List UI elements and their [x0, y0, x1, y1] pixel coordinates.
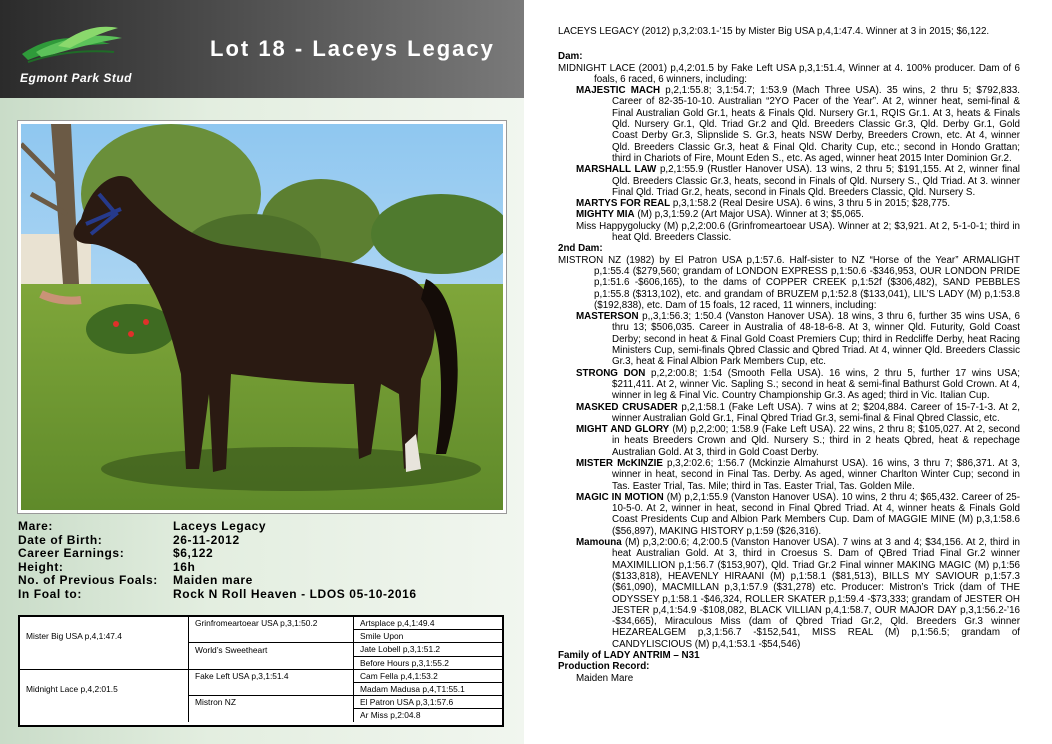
detail-label: Date of Birth: — [18, 532, 103, 547]
progeny-name: MISTER McKINZIE — [576, 457, 663, 469]
pedigree-dam: Midnight Lace p,4,2:01.5 — [26, 684, 118, 695]
header-bar — [0, 0, 524, 98]
detail-label: Mare: — [18, 519, 54, 533]
progeny-entry — [558, 311, 1020, 367]
progeny-entry — [558, 368, 1020, 402]
detail-row-mare — [18, 520, 417, 534]
pedigree-ds: Fake Left USA p,3,1:51.4 — [189, 669, 354, 682]
detail-value: Laceys Legacy — [173, 519, 267, 533]
egmont-park-logo-icon — [18, 22, 130, 68]
progeny-text: p,3,1:58.2 (Real Desire USA). 6 wins, 3 thru 5 in 2015; $28,775. — [670, 198, 951, 210]
detail-row-foals — [18, 574, 417, 588]
pedigree-ss: Grinfromeartoear USA p,3,1:50.2 — [189, 617, 354, 630]
detail-row-dob — [18, 534, 417, 548]
pedigree-g3: Ar Miss p,2:04.8 — [354, 709, 503, 722]
progeny-text: (M) p,2,2:00; 1:58.9 (Fake Left USA). 22 wins, 2 thru 8; $105,027. At 2, second in heats Breeders Crown and Qld. Nursery S.; third in 2 heats Qbred, heat & repechage Australian Gold. At 3, third in Gold Coast Derby. — [612, 424, 1020, 458]
production-heading: Production Record: — [558, 661, 650, 673]
detail-value: 26-11-2012 — [173, 532, 240, 547]
left-panel — [0, 0, 524, 744]
detail-value: $6,122 — [173, 546, 214, 561]
second-dam-heading: 2nd Dam: — [558, 243, 603, 255]
horse-photo-drawing — [21, 124, 503, 510]
family-line: Family of LADY ANTRIM – N31 — [558, 650, 700, 662]
dam-heading: Dam: — [558, 51, 583, 63]
pedigree-g3: Cam Fella p,4,1:53.2 — [354, 669, 503, 682]
detail-label: Career Earnings: — [18, 546, 125, 561]
detail-row-earnings — [18, 547, 417, 561]
progeny-name: MIGHTY MIA — [576, 209, 635, 221]
progeny-name: MAGIC IN MOTION — [576, 491, 664, 503]
progeny-text: p,2,2:00.8; 1:54 (Smooth Fella USA). 16 wins, 2 thru 5, further 17 wins USA; $211,411. At 2, winner Vic. Sapling S.; second in heat & semi-final Bathurst Gold Crown. At 4, winner in leg & Final Vic. Country Championship Gr.3. As aged; third in Vic. Italian Cup. — [612, 367, 1020, 402]
lot-title: Lot 18 - Laceys Legacy — [210, 36, 495, 61]
progeny-name: STRONG DON — [576, 367, 646, 379]
detail-value: Maiden mare — [173, 573, 253, 588]
detail-label: In Foal to: — [18, 586, 82, 601]
progeny-entry: Miss Happygolucky (M) p,2,2:00.6 (Grinfromeartoear USA). Winner at 2; $3,921. At 2, 5-1-0-1; third in heat Qld. Breeders Classic. — [576, 220, 1020, 244]
pedigree-dd: Mistron NZ — [189, 696, 354, 709]
progeny-text: (M) p,2,1:55.9 (Vanston Hanover USA). 10 wins, 2 thru 4; $65,432. Career of 25-10-5-0. At 2, winner in heat, second in Final Qbred Triad. At 4, winner heats & Finals Gold Coast Presidents Cup and Albion Park Members Cup. Dam of MAGGIE MINE (M) p,3,1:58.6 ($56,897), MAKING HISTORY p,1:59 ($26,316). — [612, 491, 1020, 537]
progeny-entry — [558, 198, 1020, 209]
pedigree-g3: Jate Lobell p,3,1:51.2 — [354, 643, 503, 656]
logo-text: Egmont Park Stud — [20, 71, 133, 85]
progeny-text: (M) p,3,1:59.2 (Art Major USA). Winner at 3; $5,065. — [634, 209, 864, 221]
production-record: Maiden Mare — [576, 672, 634, 684]
detail-value: Rock N Roll Heaven - LDOS 05-10-2016 — [173, 586, 417, 601]
progeny-name: Mamouna — [576, 537, 622, 549]
pedigree-g3: Before Hours p,3,1:55.2 — [354, 656, 503, 669]
progeny-text: p,,3,1:56.3; 1:50.4 (Vanston Hanover USA). 18 wins, 3 thru 6, further 35 wins USA, 6 thru 13; $506,035. Career in Australia of 48-18-6-8. At 3, winner Qld. Futurity, Gold Coast Derby; second in heat & Final Gold Coast Premiers Cup; third in Redcliffe Derby, heat Racing Ministers Cup, semi-finals Qbred Classic and Qbred Triad. At 4, winner Qld. Breeders Classic Gr.3, heat & Final Albion Park Members Cup, etc. — [612, 311, 1020, 368]
progeny-text: p,2,1:58.1 (Fake Left USA). 7 wins at 2; $204,884. Career of 15-7-1-3. At 2, winner Australian Gold Gr.1, Final Qbred Triad Gr.3, semi-final & Final Qbred Classic, etc. — [612, 401, 1020, 424]
progeny-text: (M) p,3,2:00.6; 4,2:00.5 (Vanston Hanover USA). 7 wins at 3 and 4; $34,156. At 2, third in heat Australian Gold. At 3, third in Croesus S. Dam of QBred Triad Final Gr.2 winner MAXIMILLION p,1:56.7 ($153,907), Qld. Triad Gr.2 Final winner MAKING MAGIC (M) p,1:56 ($133,818), HEAVENLY HIRAANI (M) p,1:58.1 ($81,513), BILLS MY SAVIOUR p,1:57.3 ($61,090), MACMILLAN p,3,1:57.9 ($31,278) etc. Producer: Mistron’s Trick (dam of THE ODYSSEY p,1:58.1 -$46,324, ROLLER SKATER p,1:59.4 -$73,333; grandam of JESTER OH JESTER p,4,1:54.9 -$108,082, BLACK VILLIAN p,4,1:58.7, OUR MAJOR DAY p,3,1:56.2-’16 -$34,665), Miraculous Miss (dam of Qbred Triad Gr.2, Qld. Breeders Gr.3 winner HEZAREALGEM p,3,1:56.7 -$152,541, MISS REAL (M) p,1:56.5; grandam of CANDYLISCIOUS (M) p,4,1:53.1 -$54,546) — [612, 537, 1020, 650]
progeny-text: p,2,1:55.9 (Rustler Hanover USA). 13 wins, 2 thru 5; $191,155. At 2, winner final Qld. Breeders Classic Gr.3, heats, second in Finals of Qld. Nursery S., Qld Triad. At 3. winner Final Qld. Triad Gr.2, heats, second in Finals Qld. Breeders Classic, Qld. Nursery S. — [612, 164, 1020, 198]
detail-value: 16h — [173, 559, 196, 574]
detail-row-height — [18, 561, 417, 575]
progeny-name: MARSHALL LAW — [576, 164, 657, 176]
progeny-entry — [558, 537, 1020, 650]
pedigree-sire: Mister Big USA p,4,1:47.4 — [26, 631, 122, 642]
second-dam-paragraph: MISTRON NZ (1982) by El Patron USA p,1:57.6. Half-sister to NZ “Horse of the Year” ARMALIGHT p,1:55.4 ($279,560; grandam of LONDON EXPRESS p,1:50.6 -$346,953, OUR LONDON PRIDE p,1:51.6 -$606,165), to the dams of COPPER CREEK p,1:52f ($306,482), SAND PEBBLES p,1:55.8 ($313,102), etc. and grandam of BRUZEM p,1:52.8 ($133,041), LIL’S LADY (M) p,1:53.8 ($192,838), etc. Dam of 15 foals, 12 raced, 11 winners, including: — [558, 254, 1020, 311]
dam-paragraph: MIDNIGHT LACE (2001) p,4,2:01.5 by Fake Left USA p,3,1:51.4, Winner at 4. 100% producer. Dam of 6 foals, 6 raced, 6 winners, including: — [558, 62, 1020, 85]
mare-details — [18, 520, 417, 602]
progeny-text: p,3,2:02.6; 1:56.7 (Mckinzie Almahurst USA). 16 wins, 3 thru 7; $86,371. At 3, winner in heat, second in Final Tas. Derby. As aged, winner Charlton Winter Cup; second in Tas. Easter Trial, Tas. Mile; third in Tas. Easter Trial, Tas. Golden Mile. — [612, 457, 1020, 492]
progeny-entry — [558, 85, 1020, 164]
pedigree-g3: Smile Upon — [354, 630, 503, 643]
progeny-name: MAJESTIC MACH — [576, 85, 661, 97]
progeny-name: MIGHT AND GLORY — [576, 424, 670, 436]
progeny-entry — [558, 402, 1020, 425]
progeny-text: p,2,1:55.8; 3,1:54.7; 1:53.9 (Mach Three USA). 35 wins, 2 thru 5; $792,833. Career of 82-35-10-10. Australian “2YO Pacer of the Year”. At 2, winner heat, semi-final & Final Australian Gold Gr.1, heats & Finals Qld. Nursery Gr.1, RQIS Gr.1. At 3, heats & Finals Qld. Nursery Gr.1, Qld. Triad Gr.2 and Qld. Breeders Classic Gr.3, Qld. Derby Gr.1, Gold Coast Derby Gr.3, Slipnslide S. Gr.3, heats NSW Derby, Breeders Crown, etc. At 4, winner Qld. Breeders Classic Gr.3, heat & Final Qld. Charity Cup, etc.; second in Hondo Grattan; third in Chariots of Fire, Mount Eden S., etc. As aged, winner heat 2015 Inter Dominion Gr.2. — [612, 85, 1020, 164]
progeny-entry — [558, 424, 1020, 458]
horse-photo — [18, 121, 506, 513]
progeny-name: MASTERSON — [576, 311, 639, 323]
detail-label: Height: — [18, 559, 64, 574]
detail-label: No. of Previous Foals: — [18, 573, 158, 588]
pedigree-g3: Artsplace p,4,1:49.4 — [354, 617, 503, 630]
pedigree-g3: Madam Madusa p,4,T1:55.1 — [354, 682, 503, 695]
progeny-entry — [558, 209, 1020, 220]
detail-row-in-foal — [18, 588, 417, 602]
catalogue-page — [558, 26, 1020, 684]
progeny-name: MASKED CRUSADER — [576, 401, 678, 413]
pedigree-table — [18, 615, 504, 727]
pedigree-g3: El Patron USA p,3,1:57.6 — [354, 696, 503, 709]
progeny-name: MARTYS FOR REAL — [576, 198, 671, 210]
progeny-entry — [558, 492, 1020, 537]
progeny-entry — [558, 458, 1020, 492]
progeny-entry — [558, 164, 1020, 198]
catalogue-intro: LACEYS LEGACY (2012) p,3,2:03.1-’15 by Mister Big USA p,4,1:47.4. Winner at 3 in 2015; $6,122. — [558, 26, 990, 37]
pedigree-sd: World’s Sweetheart — [189, 643, 354, 656]
